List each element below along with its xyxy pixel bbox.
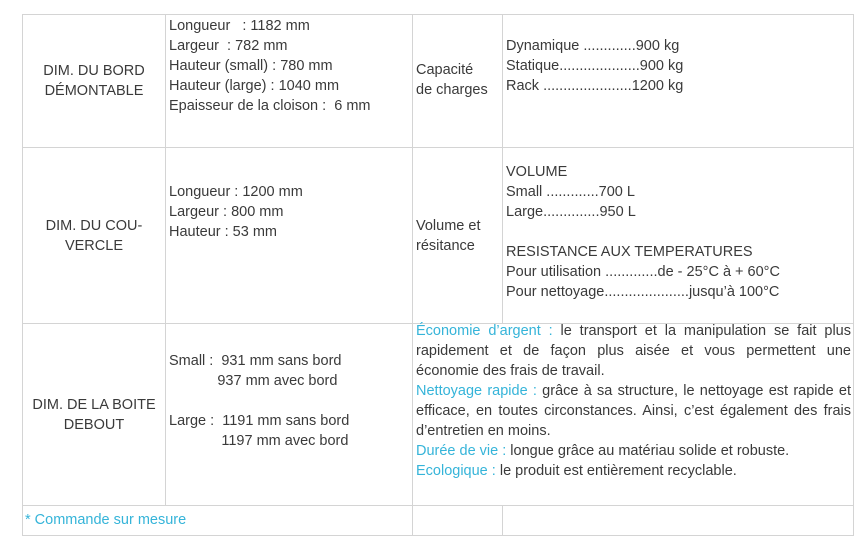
dimension-line: Large : 1191 mm sans bord: [169, 413, 350, 429]
benefit-text: grâce à sa structure, le nettoyage est rapide et efficace, en toutes circonstances. Ainsi, c’est également des frais d’entretien en moins.: [416, 383, 851, 439]
row-label-line: DÉMONTABLE: [44, 83, 144, 99]
row-label-line: DEBOUT: [63, 416, 125, 433]
dimension-line: [169, 391, 412, 411]
benefit-title: Durée de vie :: [416, 443, 507, 459]
row-divider: [22, 505, 854, 506]
dimension-line: 937 mm avec bord: [169, 373, 338, 389]
column-divider: [165, 14, 166, 505]
row-label-line: DIM. DU BORD: [43, 63, 145, 79]
benefit-nettoyage: [416, 381, 851, 441]
detail-line: Dynamique .............900 kg: [506, 38, 680, 54]
dimension-line: Small : 931 mm sans bord: [169, 353, 342, 369]
detail-line: Rack ......................1200 kg: [506, 78, 684, 94]
category-capacite: [416, 60, 502, 100]
detail-line: Pour nettoyage.....................jusqu’à 100°C: [506, 284, 780, 300]
dimension-line: Longueur : 1200 mm: [169, 184, 303, 200]
category-line: Capacité: [416, 62, 474, 78]
dimension-line: Largeur : 800 mm: [169, 204, 284, 220]
benefit-text: longue grâce au matériau solide et robuste.: [506, 443, 790, 459]
row-label-line: VERCLE: [64, 237, 123, 254]
row-label-couvercle: [23, 148, 165, 323]
detail-line: VOLUME: [506, 164, 568, 180]
dimension-line: Largeur : 782 mm: [169, 38, 288, 54]
benefit-economie: [416, 321, 851, 381]
detail-line: Pour utilisation .............de - 25°C à + 60°C: [506, 264, 780, 280]
category-line: de charges: [416, 82, 488, 98]
benefit-text: le transport et la manipulation se fait plus rapidement et de façon plus aisée et vous permettent une économie des frais de travail.: [416, 323, 851, 379]
details-volume: [506, 162, 852, 302]
row-label-boite: [23, 324, 165, 505]
dimension-line: Hauteur (small) : 780 mm: [169, 58, 333, 74]
benefit-text: le produit est entièrement recyclable.: [495, 463, 737, 479]
benefit-title: Ecologique :: [416, 463, 496, 479]
category-line: résitance: [416, 238, 475, 254]
details-capacite: [506, 36, 852, 96]
dimension-line: Longueur : 1182 mm: [169, 18, 310, 34]
dimension-line: Hauteur : 53 mm: [169, 224, 277, 240]
dimensions-couvercle: [169, 182, 412, 242]
benefit-title: Économie d’argent :: [416, 323, 553, 339]
benefit-title: Nettoyage rapide :: [416, 383, 537, 399]
dimension-line: 1197 mm avec bord: [169, 433, 349, 449]
custom-order-note: * Commande sur mesure: [25, 512, 187, 528]
detail-line: [506, 222, 852, 242]
column-divider: [502, 14, 503, 323]
row-label-bord: [23, 15, 165, 147]
benefit-duree: [416, 441, 851, 461]
detail-line: Large..............950 L: [506, 204, 636, 220]
benefits-text: [416, 321, 851, 481]
dimension-line: Hauteur (large) : 1040 mm: [169, 78, 340, 94]
column-divider: [412, 14, 413, 536]
dimension-line: Epaisseur de la cloison : 6 mm: [169, 98, 371, 114]
detail-line: Statique....................900 kg: [506, 58, 684, 74]
dimensions-bord: [169, 16, 412, 116]
dimensions-boite: [169, 351, 412, 451]
category-volume: [416, 216, 502, 256]
row-label-line: DIM. DU COU-: [45, 217, 143, 234]
detail-line: RESISTANCE AUX TEMPERATURES: [506, 244, 753, 260]
benefit-ecologique: [416, 461, 851, 481]
column-divider: [502, 505, 503, 536]
category-line: Volume et: [416, 218, 481, 234]
detail-line: Small .............700 L: [506, 184, 635, 200]
row-label-line: DIM. DE LA BOITE: [32, 396, 156, 413]
